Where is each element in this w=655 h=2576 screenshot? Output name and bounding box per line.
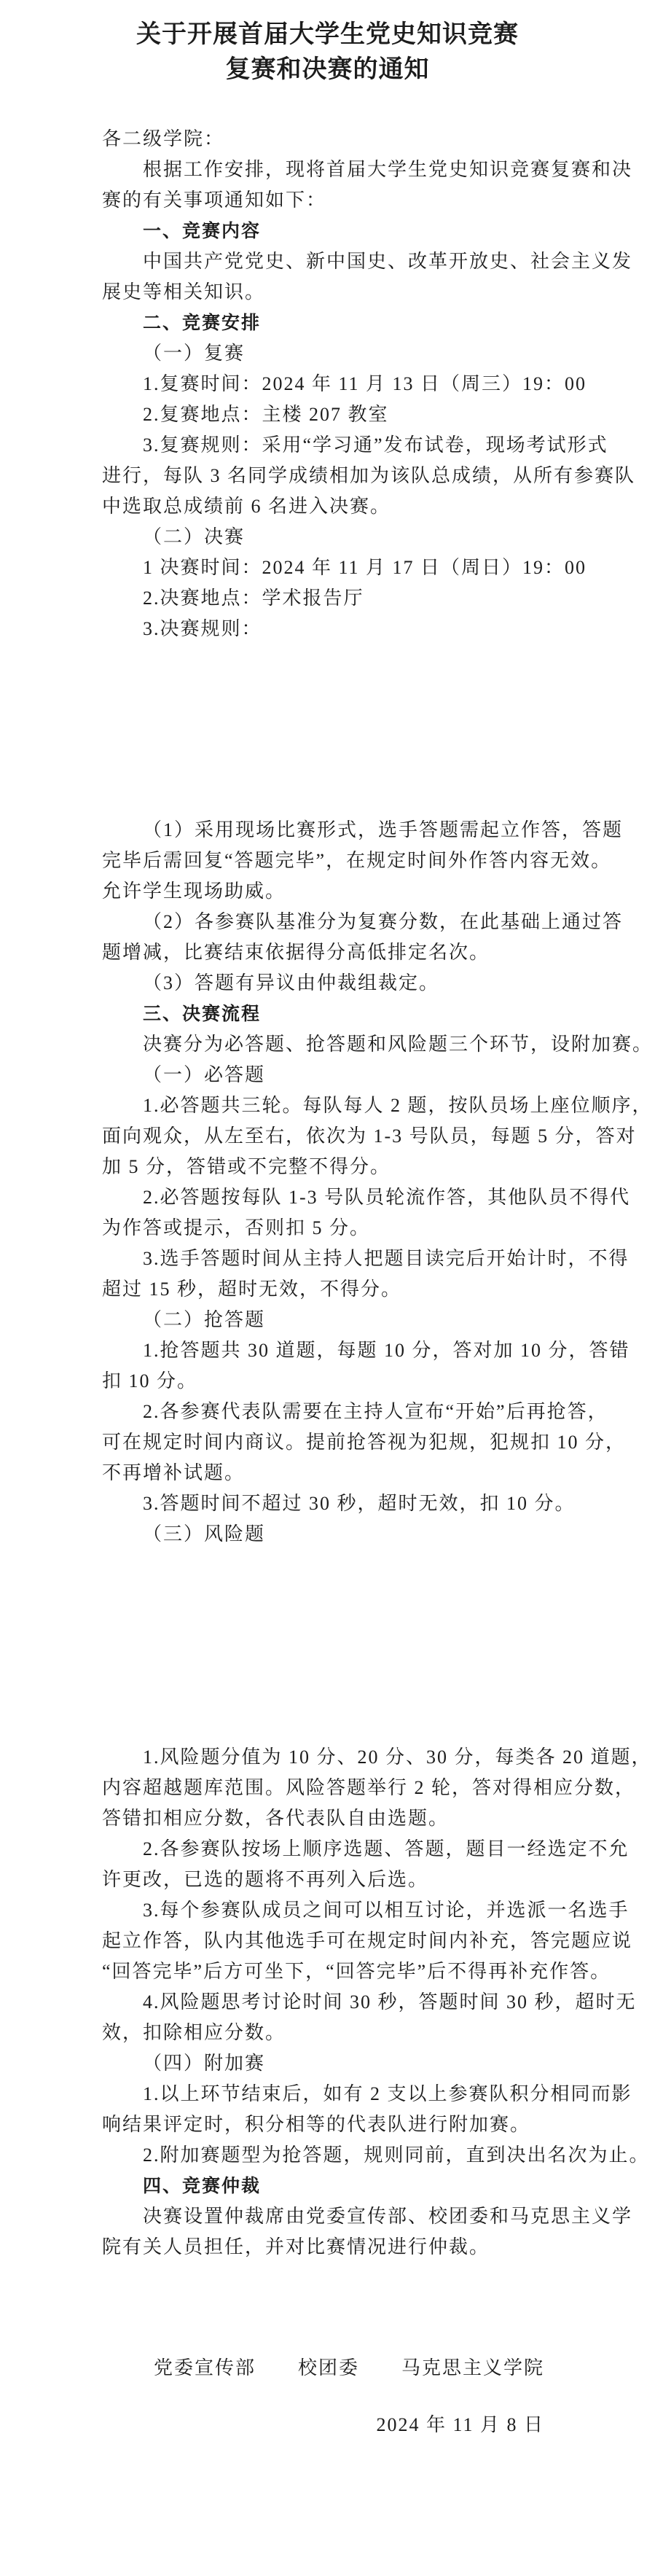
text-line: 超过 15 秒，超时无效，不得分。	[102, 1279, 402, 1300]
signature-org-3: 马克思主义学院	[401, 2357, 544, 2378]
text-line: 2.各参赛代表队需要在主持人宣布“开始”后再抢答，	[143, 1401, 608, 1422]
document-date: 2024 年 11 月 8 日	[376, 2414, 544, 2435]
signature-row	[0, 2353, 655, 2384]
text-line: 展史等相关知识。	[102, 281, 266, 303]
text-line: 加 5 分，答错或不完整不得分。	[102, 1156, 391, 1177]
sub-heading: （二）决赛	[143, 526, 246, 547]
text-line: 3.答题时间不超过 30 秒，超时无效，扣 10 分。	[143, 1493, 576, 1514]
document-title-line-2: 复赛和决赛的通知	[225, 56, 430, 83]
text-line: 许更改，已选的题将不再列入后选。	[102, 1869, 429, 1890]
text-line: 进行，每队 3 名同学成绩相加为该队总成绩，从所有参赛队	[102, 465, 636, 486]
sub-heading: （一）复赛	[143, 343, 246, 364]
section-heading: 二、竞赛安排	[143, 313, 262, 333]
text-line: 1.抢答题共 30 道题，每题 10 分，答对加 10 分，答错	[143, 1340, 630, 1361]
text-line: 2.复赛地点：主楼 207 教室	[143, 404, 389, 425]
text-line: 决赛分为必答题、抢答题和风险题三个环节，设附加赛。	[143, 1034, 654, 1055]
text-line: 1 决赛时间：2024 年 11 月 17 日（周日）19：00	[143, 557, 587, 578]
text-line: 响结果评定时，积分相等的代表队进行附加赛。	[102, 2114, 531, 2135]
page-break-gap	[102, 1550, 619, 1742]
text-line: “回答完毕”后方可坐下，“回答完毕”后不得再补充作答。	[102, 1961, 611, 1982]
text-line: 扣 10 分。	[102, 1370, 198, 1392]
section-heading: 一、竞赛内容	[143, 221, 262, 241]
title-spacer	[0, 87, 655, 124]
text-line: 效，扣除相应分数。	[102, 2022, 286, 2043]
text-line: 1.必答题共三轮。每队每人 2 题，按队员场上座位顺序，	[143, 1095, 653, 1116]
text-line: 3.决赛规则：	[143, 618, 262, 639]
text-line: 各二级学院：	[102, 128, 225, 149]
text-line: 2.决赛地点：学术报告厅	[143, 588, 364, 609]
section-heading: 四、竞赛仲裁	[143, 2176, 262, 2196]
text-line: 赛的有关事项通知如下：	[102, 190, 327, 211]
sub-heading: （二）抢答题	[143, 1309, 266, 1330]
text-line: 中选取总成绩前 6 名进入决赛。	[102, 496, 391, 517]
text-line: 内容超越题库范围。风险答题举行 2 轮，答对得相应分数，	[102, 1777, 636, 1798]
text-line: 3.选手答题时间从主持人把题目读完后开始计时，不得	[143, 1248, 629, 1269]
text-line: 面向观众，从左至右，依次为 1-3 号队员，每题 5 分，答对	[102, 1125, 637, 1147]
text-line: 院有关人员担任，并对比赛情况进行仲裁。	[102, 2236, 490, 2257]
date-spacer	[0, 2384, 655, 2410]
signature-spacer	[0, 2263, 655, 2353]
text-line: 1.复赛时间：2024 年 11 月 13 日（周三）19：00	[143, 373, 587, 394]
signature-org-2: 校团委	[297, 2357, 359, 2378]
text-line: 3.每个参赛队成员之间可以相互讨论，并选派一名选手	[143, 1900, 629, 1921]
text-line: （1）采用现场比赛形式，选手答题需起立作答，答题	[143, 819, 624, 840]
text-line: 1.以上环节结束后，如有 2 支以上参赛队积分相同而影	[143, 2083, 632, 2104]
text-line: 不再增补试题。	[102, 1462, 246, 1483]
text-line: 3.复赛规则：采用“学习通”发布试卷，现场考试形式	[143, 434, 608, 456]
text-line: 完毕后需回复“答题完毕”，在规定时间外作答内容无效。	[102, 850, 612, 871]
section-heading: 三、决赛流程	[143, 1004, 262, 1024]
text-line: 起立作答，队内其他选手可在规定时间内补充，答完题应说	[102, 1930, 633, 1951]
text-line: 根据工作安排，现将首届大学生党史知识竞赛复赛和决	[143, 159, 633, 180]
sub-heading: （三）风险题	[143, 1523, 266, 1545]
text-line: 中国共产党党史、新中国史、改革开放史、社会主义发	[143, 251, 633, 272]
document-title-line-1: 关于开展首届大学生党史知识竞赛	[136, 21, 519, 48]
text-line: 答错扣相应分数，各代表队自由选题。	[102, 1808, 450, 1829]
text-line: 可在规定时间内商议。提前抢答视为犯规，犯规扣 10 分，	[102, 1432, 627, 1453]
document-body	[0, 124, 655, 2263]
sub-heading: （四）附加赛	[143, 2053, 266, 2074]
text-line: 2.附加赛题型为抢答题，规则同前，直到决出名次为止。	[143, 2144, 650, 2166]
text-line: 2.各参赛队按场上顺序选题、答题，题目一经选定不允	[143, 1838, 629, 1859]
text-line: （3）答题有异议由仲裁组裁定。	[143, 972, 440, 994]
text-line: 决赛设置仲裁席由党委宣传部、校团委和马克思主义学	[143, 2206, 633, 2227]
text-line: 为作答或提示，否则扣 5 分。	[102, 1217, 371, 1238]
text-line: 1.风险题分值为 10 分、20 分、30 分，每类各 20 道题，	[143, 1746, 652, 1768]
text-line: （2）各参赛队基准分为复赛分数，在此基础上通过答	[143, 911, 624, 932]
sub-heading: （一）必答题	[143, 1064, 266, 1085]
signature-org-1: 党委宣传部	[154, 2357, 256, 2378]
text-line: 题增减，比赛结束依据得分高低排定名次。	[102, 942, 490, 963]
text-line: 2.必答题按每队 1-3 号队员轮流作答，其他队员不得代	[143, 1187, 631, 1208]
text-line: 4.风险题思考讨论时间 30 秒，答题时间 30 秒，超时无	[143, 1991, 637, 2013]
text-line: 允许学生现场助威。	[102, 881, 286, 902]
page-break-gap	[102, 644, 619, 815]
